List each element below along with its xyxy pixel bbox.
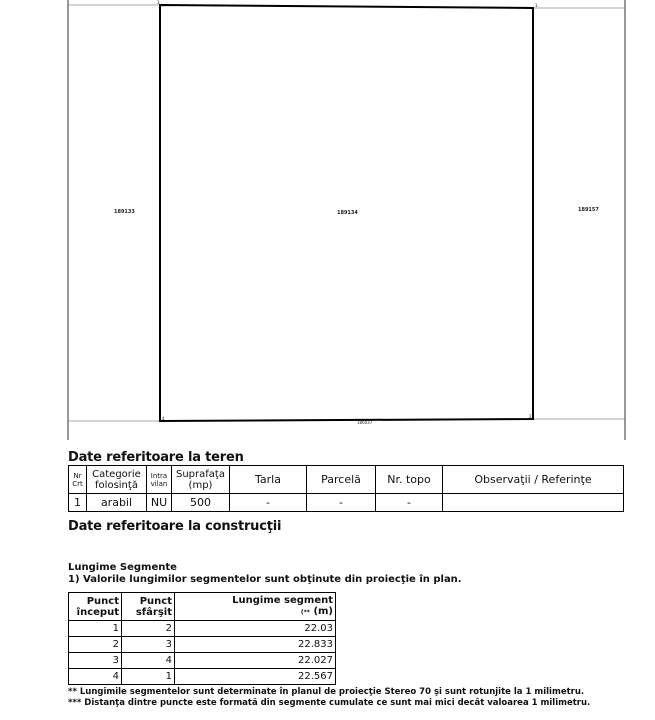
point-label-1: 1 [535,3,538,8]
parcel-id-bottom: 186037 [357,420,373,425]
header-categorie [87,466,147,494]
header-end-line2: sfârşit [135,606,172,618]
cell-suprafata: 500 [172,494,230,512]
parcel-id-left: 189133 [114,209,135,215]
cell-observatii [443,494,624,512]
cell-start: 1 [69,621,122,637]
header-length-line2 [177,606,333,618]
header-categorie-line1: Categorie [92,468,141,480]
cell-end: 4 [122,653,175,669]
cell-end: 2 [122,621,175,637]
cell-parcela: - [307,494,376,512]
cell-start: 2 [69,637,122,653]
land-table-header-row [69,466,624,494]
header-suprafata [172,466,230,494]
segments-note: 1) Valorile lungimilor segmentelor sunt obţinute din proiecţie în plan. [68,574,462,585]
cell-length: 22.567 [175,669,336,685]
cell-nr-topo: - [376,494,443,512]
land-heading: Date referitoare la teren [68,450,244,465]
footnote-distance: *** Distanţa dintre puncte este formată din segmente cumulate ce sunt mai mici decât valoarea 1 milimetru. [68,698,591,708]
cell-end: 3 [122,637,175,653]
cell-intravilan: NU [147,494,172,512]
header-tarla: Tarla [230,466,307,494]
header-length-line1: Lungime segment [232,595,333,606]
header-end-line1: Punct [139,595,172,607]
header-nr-topo: Nr. topo [376,466,443,494]
cell-categorie: arabil [87,494,147,512]
header-categorie-line2: folosinţă [95,479,138,491]
table-row [69,494,624,512]
header-end-point [122,593,175,621]
parcel-id-right: 189157 [578,207,599,213]
header-unit-prefix: (** [300,609,310,616]
footnote-rounding: ** Lungimile segmentelor sunt determinate în planul de proiecţie Stereo 70 şi sunt rotunjite la 1 milimetru. [68,687,585,697]
header-suprafata-line1: Suprafaţa [176,468,225,480]
header-intravilan-line2: vilan [150,479,168,488]
land-table [68,465,624,512]
cell-length: 22.833 [175,637,336,653]
cell-start: 4 [69,669,122,685]
header-suprafata-line2: (mp) [188,479,213,491]
header-start-line1: Punct [86,595,119,607]
header-start-line2: început [76,606,119,618]
cell-tarla: - [230,494,307,512]
constructii-heading: Date referitoare la construcţii [68,519,282,534]
table-row [69,637,336,653]
header-intravilan-line1: Intra [150,471,168,480]
segments-header-row [69,593,336,621]
cell-length: 22.03 [175,621,336,637]
cell-end: 1 [122,669,175,685]
header-observatii: Observaţii / Referinţe [443,466,624,494]
cell-nr: 1 [69,494,87,512]
segments-title: Lungime Segmente [68,562,177,573]
point-label-2: 2 [529,414,532,419]
point-label-4: 4 [162,416,165,421]
header-unit: (m) [313,606,333,617]
cell-start: 3 [69,653,122,669]
table-row [69,653,336,669]
header-nr-line1: Nr [73,471,82,480]
header-segment-length [175,593,336,621]
parcel-id-center: 189134 [337,210,358,216]
table-row [69,621,336,637]
header-nr-line2: Crt [72,479,83,488]
table-row [69,669,336,685]
header-parcela: Parcelă [307,466,376,494]
point-label-3: 3 [157,0,160,5]
cell-length: 22.027 [175,653,336,669]
header-intravilan [147,466,172,494]
header-nr-crt [69,466,87,494]
header-start-point [69,593,122,621]
segments-table [68,592,336,685]
